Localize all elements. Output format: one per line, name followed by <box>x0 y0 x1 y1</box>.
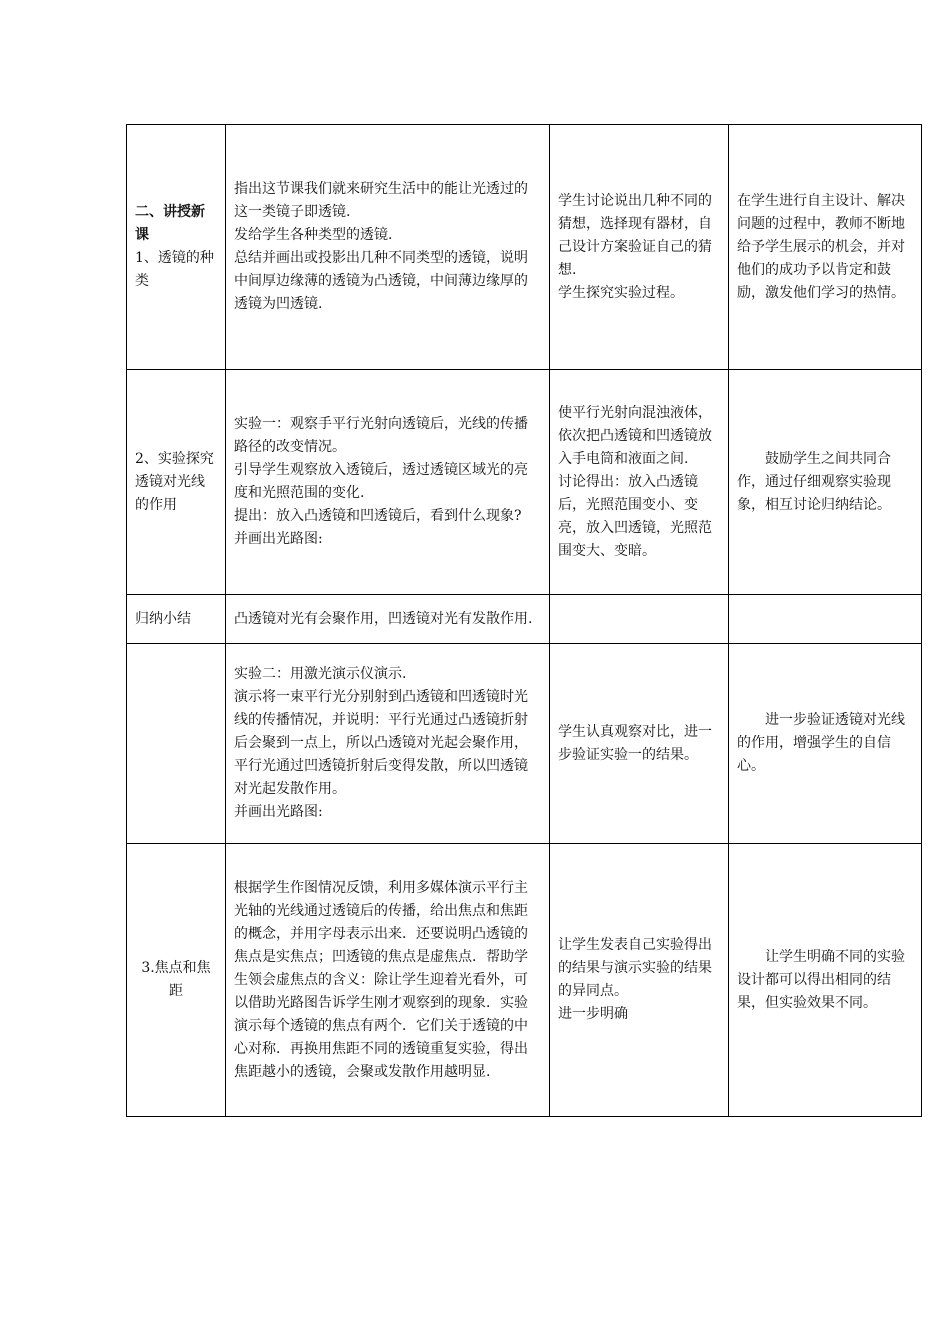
teacher-line: 引导学生观察放入透镜后，透过透镜区域光的亮度和光照范围的变化. <box>234 462 528 501</box>
stage-cell <box>127 644 226 844</box>
teacher-line: 并画出光路图: <box>234 804 323 820</box>
teacher-line: 并画出光路图: <box>234 531 323 547</box>
stage-cell <box>127 844 226 1117</box>
student-activity-cell <box>550 644 729 844</box>
stage-cell <box>127 125 226 370</box>
table-row <box>127 844 922 1117</box>
design-intent-cell <box>729 125 922 370</box>
stage-cell <box>127 370 226 595</box>
intent-text: 在学生进行自主设计、解决问题的过程中，教师不断地给予学生展示的机会，并对他们的成功予以肯定和鼓励，激发他们学习的热情。 <box>737 192 905 301</box>
section-title: 二、讲授新课 <box>135 204 205 243</box>
student-activity-cell <box>550 844 729 1117</box>
teacher-activity-cell <box>226 125 550 370</box>
teacher-line: 指出这节课我们就来研究生活中的能让光透过的这一类镜子即透镜. <box>234 181 528 220</box>
lesson-plan-table <box>126 124 922 1117</box>
student-line: 进一步明确 <box>558 1006 628 1022</box>
design-intent-cell <box>729 370 922 595</box>
teacher-activity-cell <box>226 844 550 1117</box>
stage-cell <box>127 595 226 644</box>
intent-text: 鼓励学生之间共同合作，通过仔细观察实验现象，相互讨论归纳结论。 <box>737 450 891 513</box>
student-line: 让学生发表自己实验得出的结果与演示实验的结果的异同点。 <box>558 937 712 999</box>
student-line: 学生讨论说出几种不同的猜想，选择现有器材，自己设计方案验证自己的猜想. <box>558 192 712 278</box>
teacher-activity-cell <box>226 595 550 644</box>
teacher-activity-cell <box>226 370 550 595</box>
table-row <box>127 595 922 644</box>
student-line: 学生认真观察对比，进一步验证实验一的结果。 <box>558 723 712 763</box>
teacher-line: 根据学生作图情况反馈，利用多媒体演示平行主光轴的光线通过透镜后的传播，给出焦点和焦距的概念，并用字母表示出来．还要说明凸透镜的焦点是实焦点；凹透镜的焦点是虚焦点．帮助学生领会虚焦点的含义：除让学生迎着光看外，可以借助光路图告诉学生刚才观察到的现象．实验演示每个透镜的焦点有两个．它们关于透镜的中心对称．再换用焦距不同的透镜重复实验，得出焦距越小的透镜，会聚或发散作用越明显. <box>234 879 528 1080</box>
student-activity-cell <box>550 125 729 370</box>
teacher-line: 实验一：观察手平行光射向透镜后，光线的传播路径的改变情况。 <box>234 416 528 455</box>
table-row <box>127 644 922 844</box>
student-line: 学生探究实验过程。 <box>558 284 684 301</box>
intent-text: 进一步验证透镜对光线的作用，增强学生的自信心。 <box>737 712 905 774</box>
stage-label: 1、透镜的种类 <box>135 250 214 289</box>
teacher-line: 总结并画出或投影出几种不同类型的透镜，说明中间厚边缘薄的透镜为凸透镜，中间薄边缘厚的透镜为凹透镜. <box>234 250 528 312</box>
student-line: 讨论得出：放入凸透镜后，光照范围变小、变亮，放入凹透镜，光照范围变大、变暗。 <box>558 473 712 559</box>
teacher-line: 演示将一束平行光分别射到凸透镜和凹透镜时光线的传播情况，并说明：平行光通过凸透镜折射后会聚到一点上，所以凸透镜对光起会聚作用，平行光通过凹透镜折射后变得发散，所以凹透镜对光起发散作用。 <box>234 689 528 797</box>
design-intent-cell <box>729 644 922 844</box>
teacher-line: 凸透镜对光有会聚作用，凹透镜对光有发散作用. <box>234 610 533 627</box>
stage-label: 归纳小结 <box>135 610 191 627</box>
student-activity-cell <box>550 370 729 595</box>
student-line: 使平行光射向混浊液体，依次把凸透镜和凹透镜放入手电筒和液面之间. <box>558 404 712 467</box>
design-intent-cell <box>729 844 922 1117</box>
student-activity-cell <box>550 595 729 644</box>
teacher-activity-cell <box>226 644 550 844</box>
teacher-line: 实验二：用激光演示仪演示. <box>234 666 407 682</box>
stage-label: 3.焦点和焦距 <box>141 960 211 999</box>
design-intent-cell <box>729 595 922 644</box>
stage-label: 2、实验探究透镜对光线的作用 <box>135 450 214 513</box>
table-row <box>127 125 922 370</box>
teacher-line: 提出：放入凸透镜和凹透镜后，看到什么现象? <box>234 508 522 524</box>
teacher-line: 发给学生各种类型的透镜. <box>234 227 393 243</box>
table-row <box>127 370 922 595</box>
intent-text: 让学生明确不同的实验设计都可以得出相同的结果，但实验效果不同。 <box>737 948 905 1011</box>
